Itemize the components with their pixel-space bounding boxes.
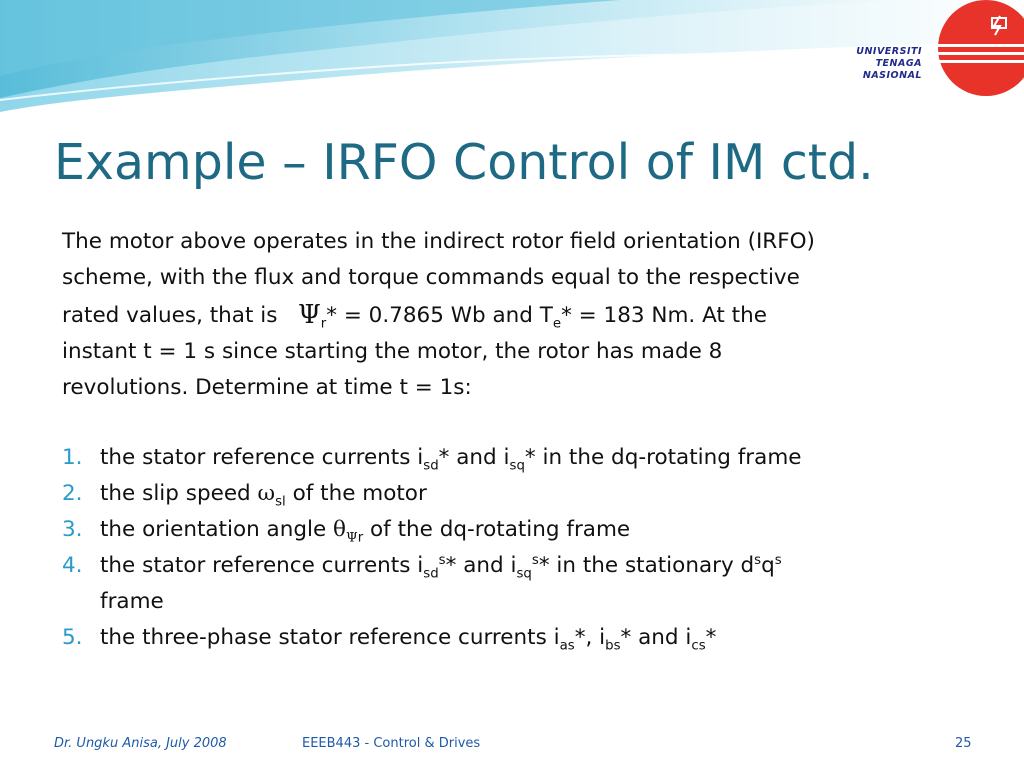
university-logo-icon — [926, 0, 1024, 98]
flux-value: * = 0.7865 Wb and T — [326, 303, 553, 328]
item-text: the orientation angle — [100, 517, 334, 542]
subscript: cs — [691, 638, 706, 654]
psi-subscript: Ψ — [346, 530, 358, 546]
superscript: s — [531, 552, 539, 568]
item-text: frame — [100, 589, 164, 614]
item-text: * — [705, 625, 717, 650]
logo-line: NASIONAL — [862, 70, 922, 81]
subscript: r — [357, 530, 364, 546]
item-text: q — [761, 553, 775, 578]
item-text: of the motor — [285, 481, 427, 506]
intro-line: revolutions. Determine at time t = 1s: — [62, 375, 472, 400]
item-text: * in the stationary d — [538, 553, 755, 578]
item-text: *, i — [574, 625, 606, 650]
list-item — [62, 512, 962, 548]
superscript: s — [754, 552, 762, 568]
item-text: the three-phase stator reference currents i — [100, 625, 560, 650]
subscript: sq — [516, 566, 532, 582]
item-text: the stator reference currents i — [100, 445, 424, 470]
item-text: * in the dq-rotating frame — [524, 445, 802, 470]
subscript: sl — [275, 494, 286, 510]
subscript: as — [559, 638, 575, 654]
list-item — [62, 476, 962, 512]
superscript: s — [774, 552, 782, 568]
slide-body — [62, 224, 962, 656]
item-text: the stator reference currents i — [100, 553, 424, 578]
intro-line: scheme, with the flux and torque commands equal to the respective — [62, 265, 800, 290]
subscript: bs — [605, 638, 621, 654]
list-item — [62, 620, 962, 656]
list-number: 4. — [62, 553, 83, 578]
university-logo-text — [792, 46, 922, 82]
list-number: 2. — [62, 481, 83, 506]
item-text: * and i — [438, 445, 510, 470]
intro-line: instant t = 1 s since starting the motor, the rotor has made 8 — [62, 339, 723, 364]
list-item — [62, 548, 962, 620]
subscript: sd — [423, 458, 439, 474]
list-item — [62, 440, 962, 476]
torque-value: * = 183 Nm. At the — [561, 303, 767, 328]
slide-title: Example – IRFO Control of IM ctd. — [54, 134, 874, 191]
list-number: 3. — [62, 517, 83, 542]
page-number: 25 — [955, 736, 972, 751]
footer-course: EEEB443 - Control & Drives — [302, 736, 481, 751]
item-text: * and i — [445, 553, 517, 578]
omega-symbol: ω — [257, 481, 276, 506]
item-text: the slip speed — [100, 481, 258, 506]
footer-author: Dr. Ungku Anisa, July 2008 — [54, 736, 227, 751]
theta-symbol: θ — [333, 517, 346, 542]
item-text: * and i — [620, 625, 692, 650]
subscript: r — [320, 316, 327, 332]
item-text: of the dq-rotating frame — [363, 517, 631, 542]
psi-symbol: Ψ — [297, 300, 321, 330]
subscript: sd — [423, 566, 439, 582]
list-number: 1. — [62, 445, 83, 470]
problem-statement — [62, 224, 962, 406]
logo-line: UNIVERSITI — [856, 46, 922, 57]
intro-line: The motor above operates in the indirect rotor field orientation (IRFO) — [62, 229, 815, 254]
task-list — [62, 440, 962, 656]
logo-line: TENAGA — [875, 58, 922, 69]
list-number: 5. — [62, 625, 83, 650]
subscript: e — [552, 316, 562, 332]
superscript: s — [438, 552, 446, 568]
intro-line: rated values, that is — [62, 303, 278, 328]
subscript: sq — [509, 458, 525, 474]
